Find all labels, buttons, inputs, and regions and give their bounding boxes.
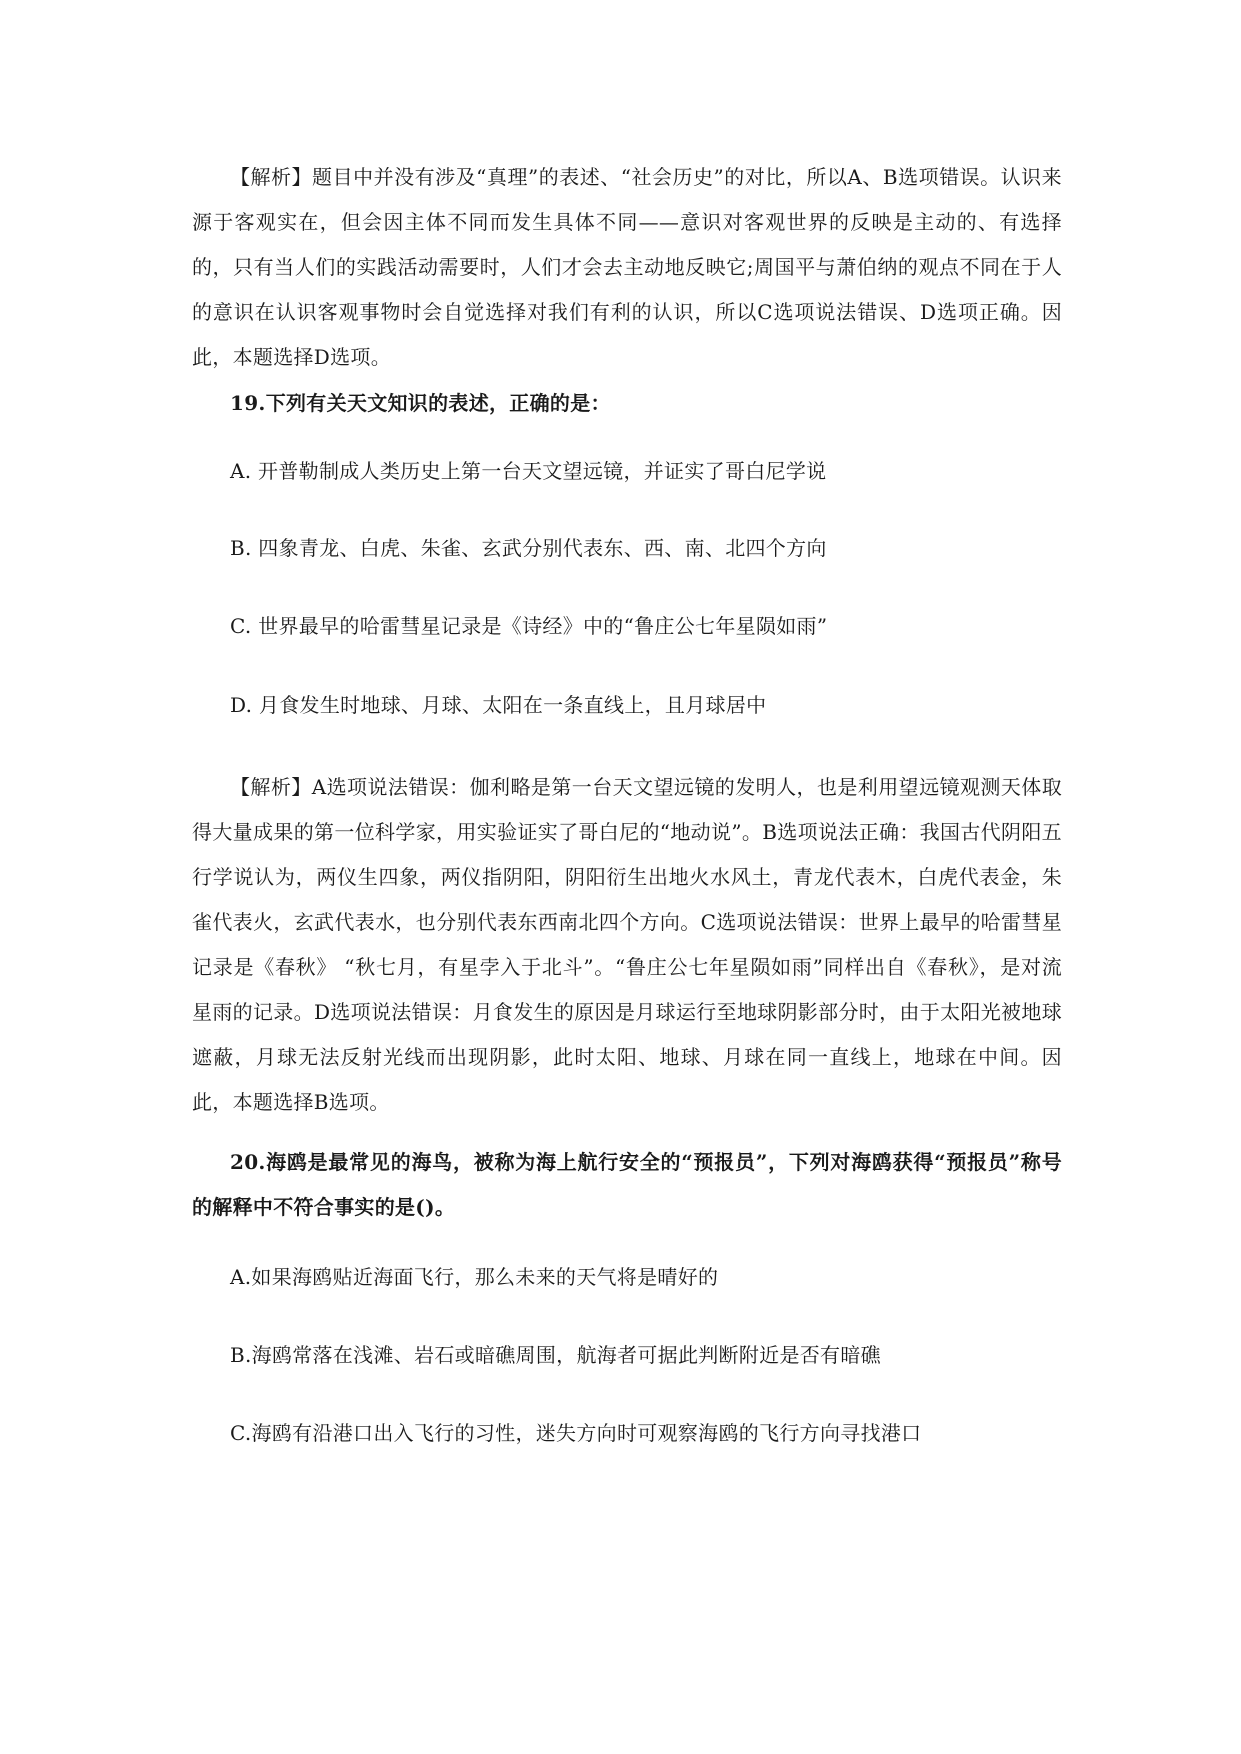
analysis-paragraph-q18: 【解析】题目中并没有涉及“真理”的表述、“社会历史”的对比，所以A、B选项错误。认识来源于客观实在，但会因主体不同而发生具体不同——意识对客观世界的反映是主动的、有选择的，只有当人们的实践活动需要时，人们才会去主动地反映它;周国平与萧伯纳的观点不同在于人的意识在认识客观事物时会自觉选择对我们有利的认识，所以C选项说法错误、D选项正确。因此，本题选择D选项。 <box>192 165 1062 369</box>
question-19-option-a: A. 开普勒制成人类历史上第一台天文望远镜，并证实了哥白尼学说 <box>230 459 827 483</box>
analysis-paragraph-q19: 【解析】A选项说法错误：伽利略是第一台天文望远镜的发明人，也是利用望远镜观测天体取得大量成果的第一位科学家，用实验证实了哥白尼的“地动说”。B选项说法正确：我国古代阴阳五行学说认为，两仪生四象，两仪指阴阳，阴阳衍生出地火水风土，青龙代表木，白虎代表金，朱雀代表火，玄武代表水，也分别代表东西南北四个方向。C选项说法错误：世界上最早的哈雷彗星记录是《春秋》 “秋七月，有星孛入于北斗”。“鲁庄公七年星陨如雨”同样出自《春秋》，是对流星雨的记录。D选项说法错误：月食发生的原因是月球运行至地球阴影部分时，由于太阳光被地球遮蔽，月球无法反射光线而出现阴影，此时太阳、地球、月球在同一直线上，地球在中间。因此，本题选择B选项。 <box>192 775 1062 1114</box>
question-19-option-d: D. 月食发生时地球、月球、太阳在一条直线上，且月球居中 <box>230 693 767 717</box>
question-20-stem: 20.海鸥是最常见的海鸟，被称为海上航行安全的“预报员”，下列对海鸥获得“预报员”称号的解释中不符合事实的是()。 <box>192 1150 1062 1219</box>
question-19-option-b: B. 四象青龙、白虎、朱雀、玄武分别代表东、西、南、北四个方向 <box>230 536 827 560</box>
question-20-option-b: B.海鸥常落在浅滩、岩石或暗礁周围，航海者可据此判断附近是否有暗礁 <box>230 1343 881 1367</box>
question-20-option-a: A.如果海鸥贴近海面飞行，那么未来的天气将是晴好的 <box>230 1265 719 1289</box>
question-19-option-c: C. 世界最早的哈雷彗星记录是《诗经》中的“鲁庄公七年星陨如雨” <box>230 614 828 638</box>
question-19-stem: 19.下列有关天文知识的表述，正确的是： <box>230 391 611 415</box>
question-20-option-c: C.海鸥有沿港口出入飞行的习性，迷失方向时可观察海鸥的飞行方向寻找港口 <box>230 1421 922 1445</box>
